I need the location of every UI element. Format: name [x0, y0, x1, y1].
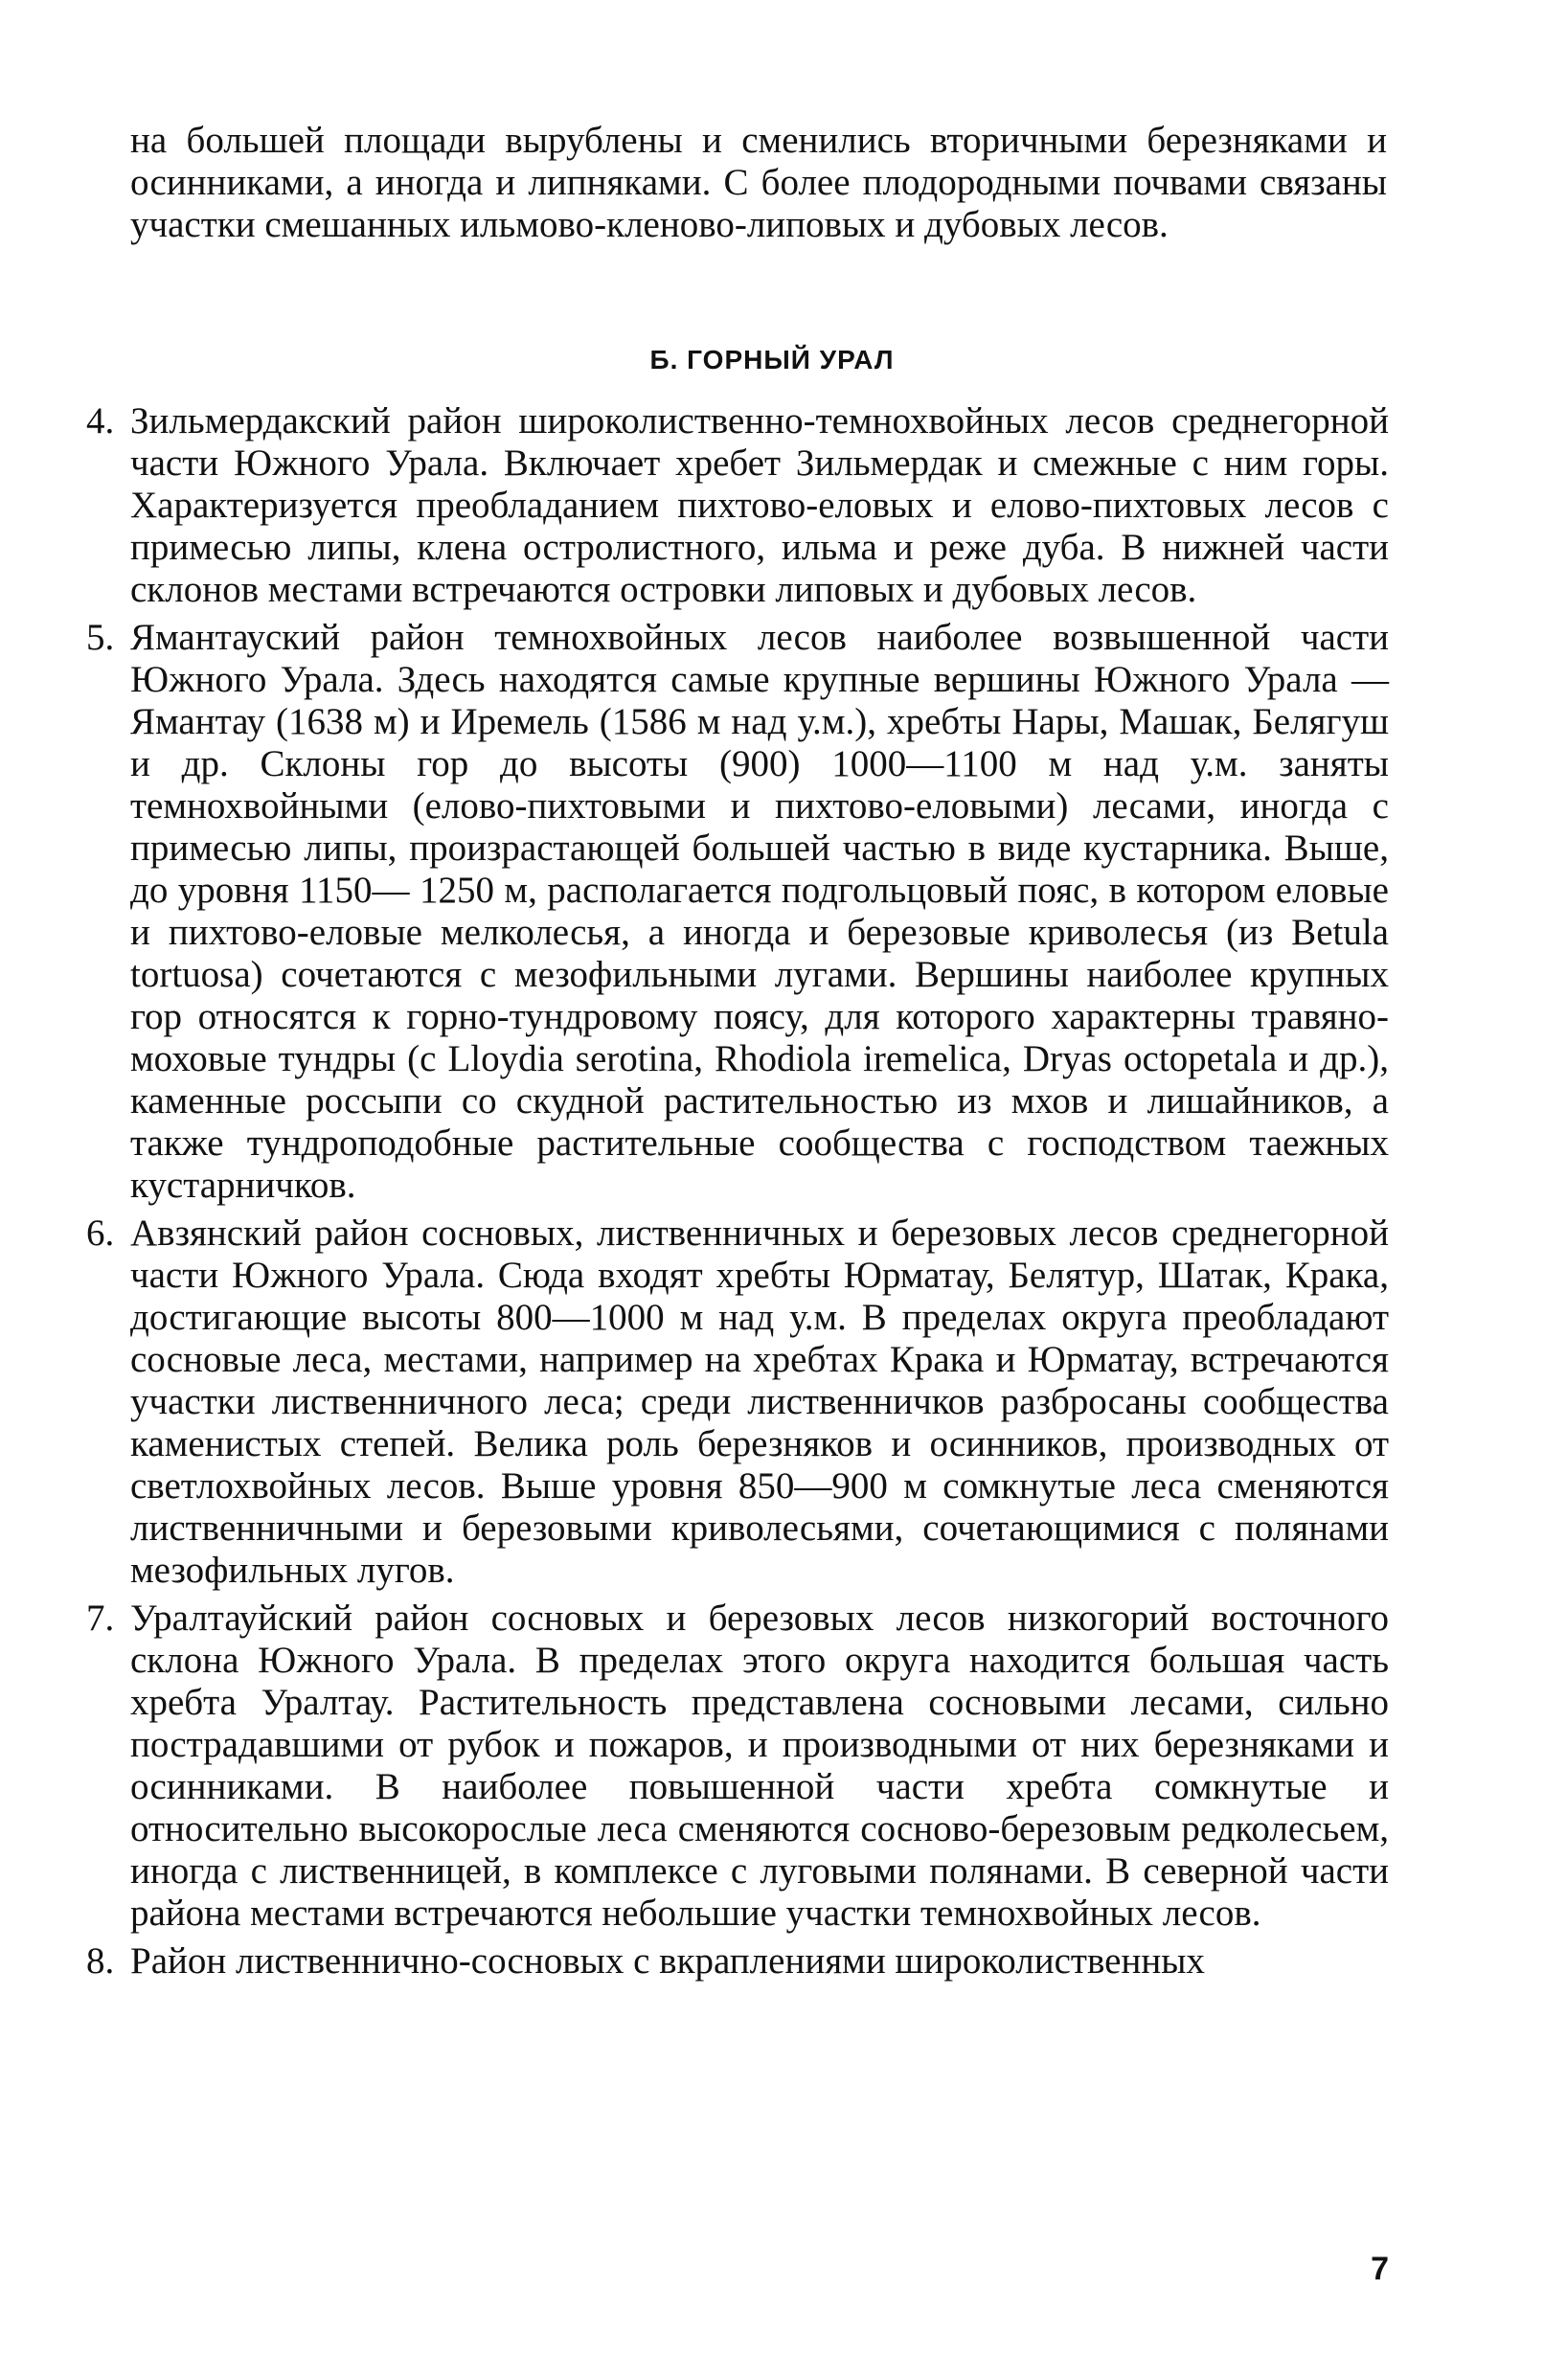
list-item: [86, 400, 1389, 611]
item-number: 5.: [86, 617, 115, 658]
intro-paragraph: на большей площади вырублены и сменились вторичными березняками и осинниками, а иногда и липняками. С более плодородными почвами связаны участки смешанных ильмово-кленово-липовых и дубовых лесов.: [130, 120, 1387, 245]
list-item: [86, 617, 1389, 1207]
item-number: 6.: [86, 1213, 115, 1254]
item-number: 4.: [86, 400, 115, 442]
item-text: Зильмердакский район широколиственно-темнохвойных лесов среднегорной части Южного Урала. Включает хребет Зильмердак и смежные с ним горы. Характеризуется преобладанием пихтово-еловых и елово-пихтовых лесов с примесью липы, клена остролистного, ильма и реже дуба. В нижней части склонов местами встречаются островки липовых и дубовых лесов.: [130, 400, 1389, 610]
item-number: 8.: [86, 1940, 115, 1982]
item-text: Уралтауйский район сосновых и березовых лесов низкогорий восточного склона Южного Урала. В пределах этого округа находится большая часть хребта Уралтау. Растительность представлена сосновыми лесами, сильно пострадавшими от рубок и пожаров, и производными от них березняками и осинниками. В наиболее повышенной части хребта сомкнутые и относительно высокорослые леса сменяются сосново-березовым редколесьем, иногда с лиственницей, в комплексе с луговыми полянами. В северной части района местами встречаются небольшие участки темнохвойных лесов.: [130, 1598, 1389, 1934]
list-item: [86, 1598, 1389, 1935]
list-item: [86, 1213, 1389, 1592]
region-list: [86, 400, 1389, 1988]
item-text: Авзянский район сосновых, лиственничных и березовых лесов среднегорной части Южного Урала. Сюда входят хребты Юрматау, Белятур, Шатак, Крака, достигающие высоты 800—1000 м над у.м. В пределах округа преобладают сосновые леса, местами, например на хребтах Крака и Юрматау, встречаются участки лиственничного леса; среди лиственничков разбросаны сообщества каменистых степей. Велика роль березняков и осинников, производных от светлохвойных лесов. Выше уровня 850—900 м сомкнутые леса сменяются лиственничными и березовыми криволесьями, сочетающимися с полянами мезофильных лугов.: [130, 1213, 1389, 1591]
section-heading: Б. ГОРНЫЙ УРАЛ: [649, 345, 895, 374]
item-text: Ямантауский район темнохвойных лесов наиболее возвышенной части Южного Урала. Здесь находятся самые крупные вершины Южного Урала — Ямантау (1638 м) и Иремель (1586 м над у.м.), хребты Нары, Машак, Белягуш и др. Склоны гор до высоты (900) 1000—1100 м над у.м. заняты темнохвойными (елово-пихтовыми и пихтово-еловыми) лесами, иногда с примесью липы, произрастающей большей частью в виде кустарника. Выше, до уровня 1150— 1250 м, располагается подгольцовый пояс, в котором еловые и пихтово-еловые мелколесья, а иногда и березовые криволесья (из Betula tortuosa) сочетаются с мезофильными лугами. Вершины наиболее крупных гор относятся к горно-тундровому поясу, для которого характерны травяно-моховые тундры (с Lloydia serotina, Rhodiola iremelica, Dryas octopetala и др.), каменные россыпи со скудной растительностью из мхов и лишайников, а также тундроподобные растительные сообщества с господством таежных кустарничков.: [130, 617, 1389, 1206]
list-item: [86, 1940, 1389, 1983]
item-number: 7.: [86, 1598, 115, 1639]
page-number: 7: [1371, 2251, 1389, 2287]
item-text: Район лиственнично-сосновых с вкраплениями широколиственных: [130, 1940, 1205, 1982]
